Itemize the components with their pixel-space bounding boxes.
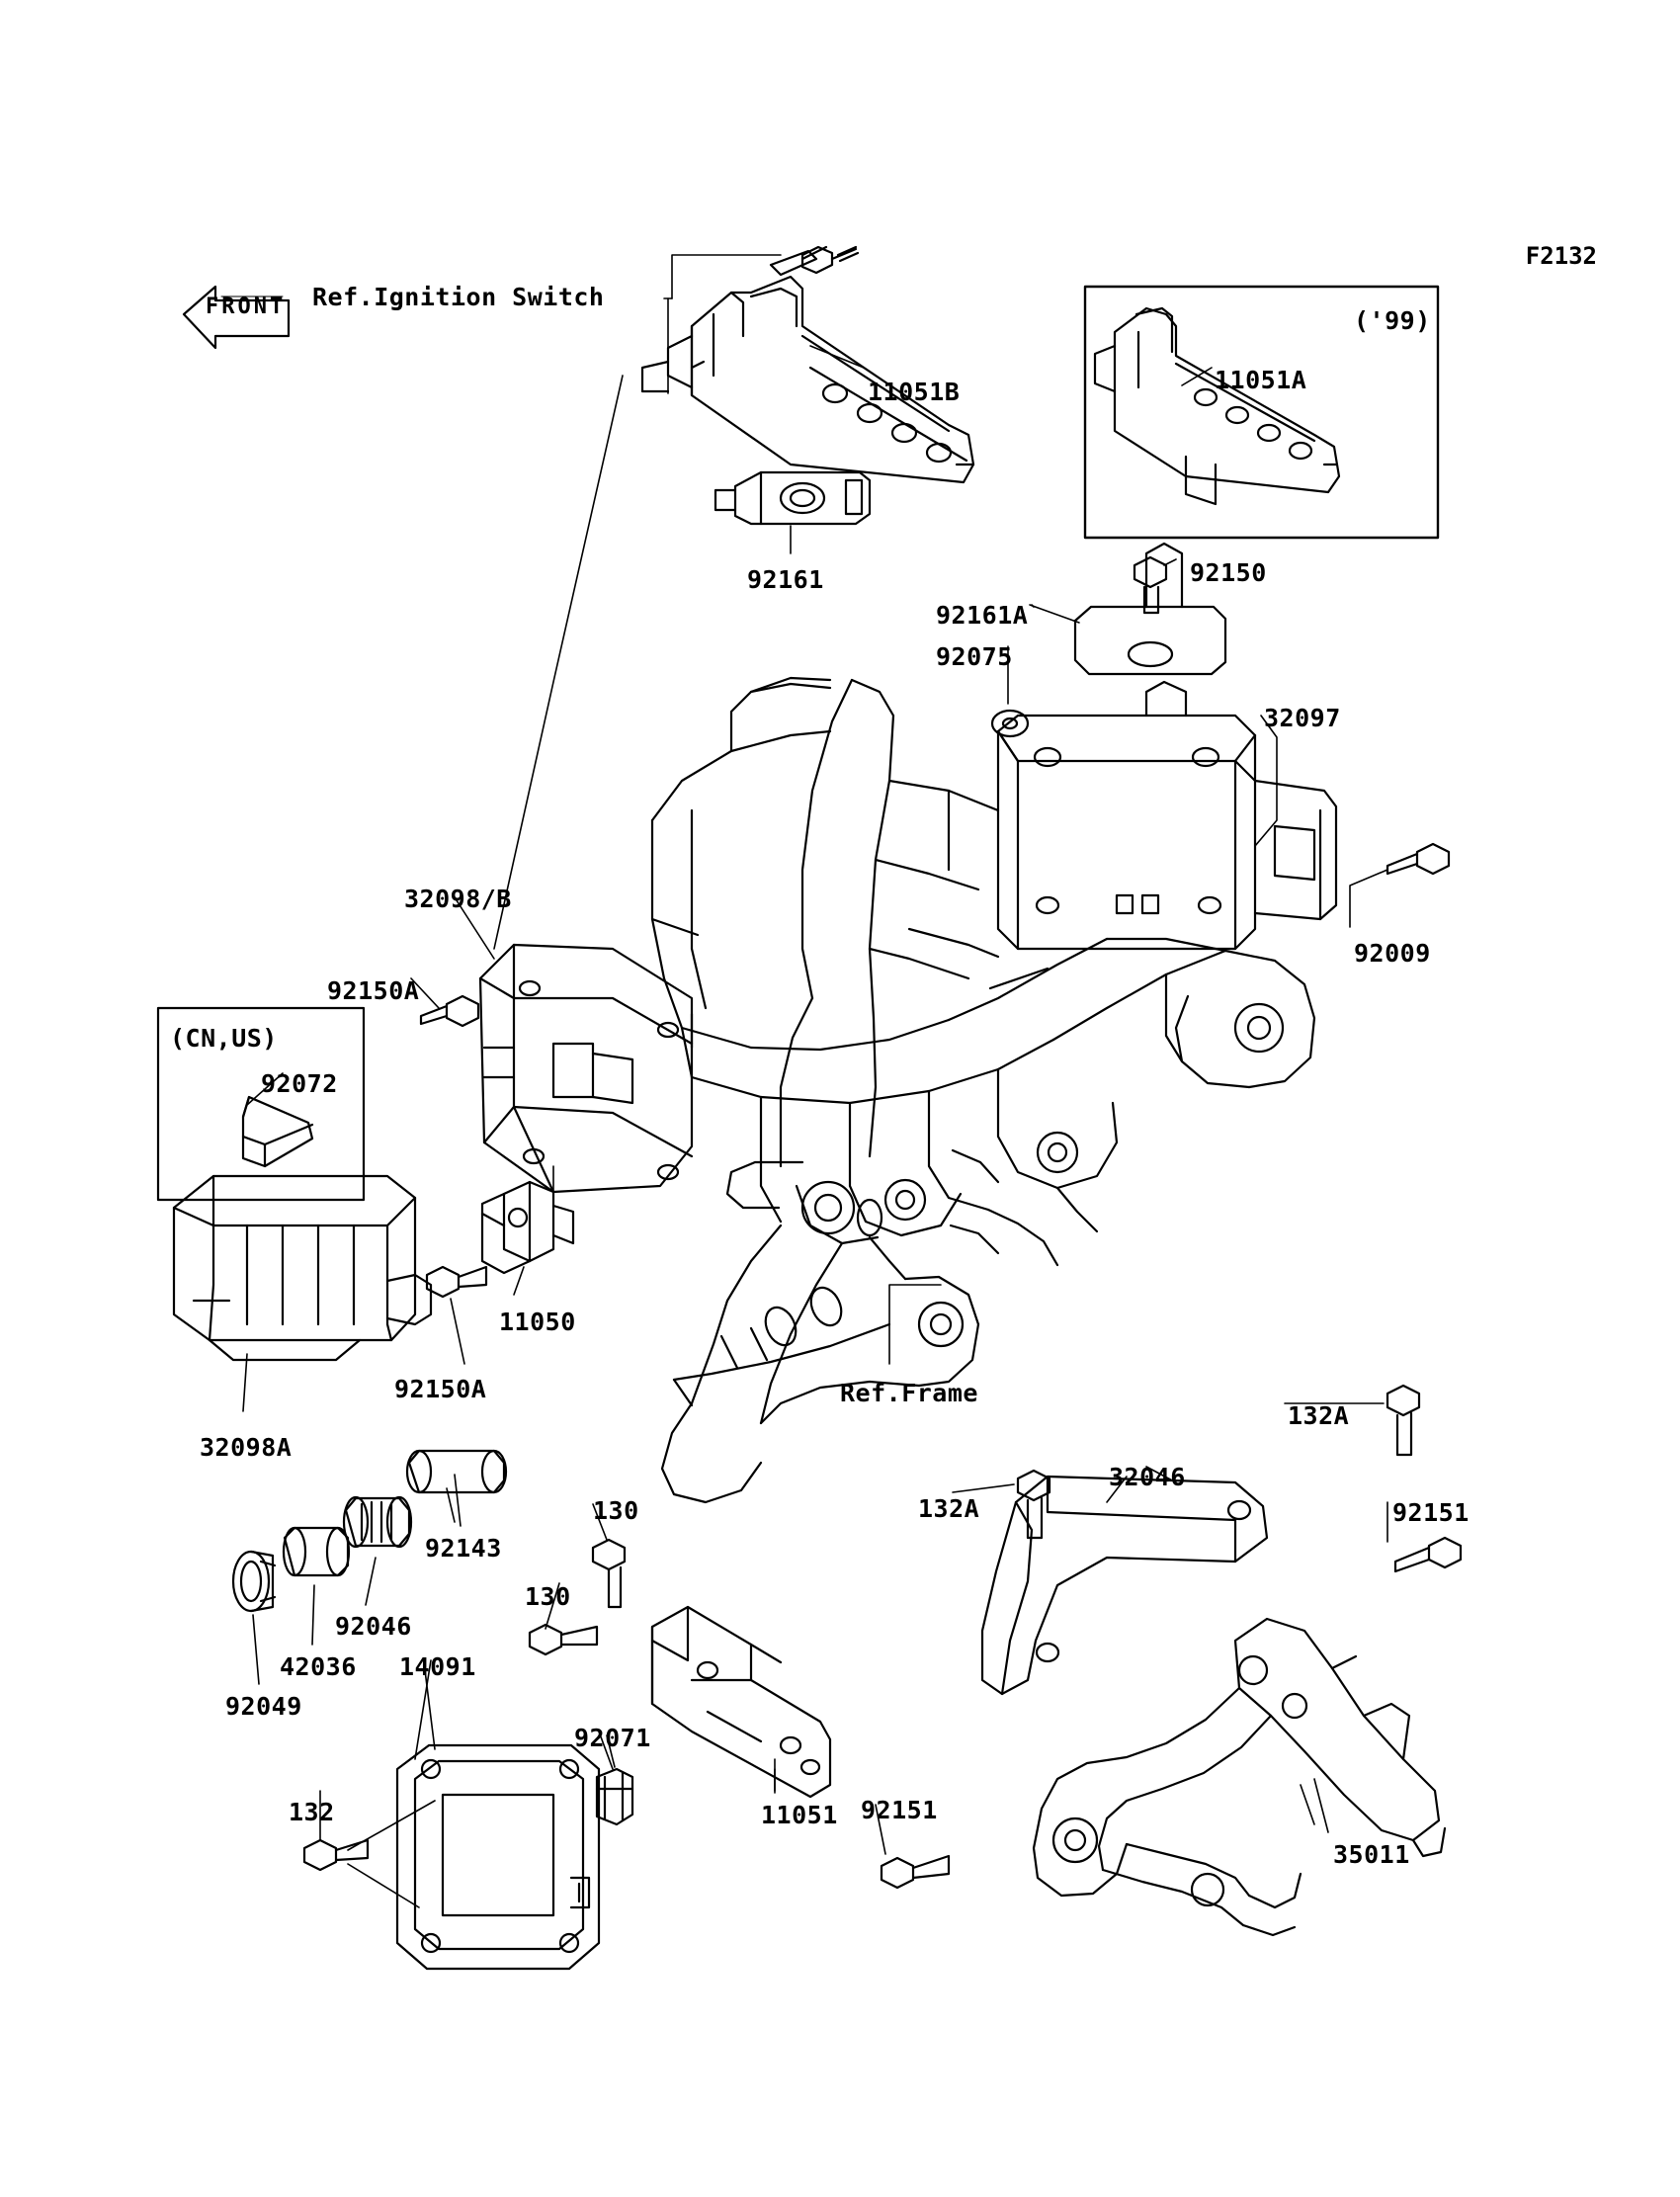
part-label-92161a: 92161A — [936, 601, 1029, 630]
part-label-14091: 14091 — [399, 1652, 476, 1681]
part-label-32097: 32097 — [1264, 704, 1341, 732]
part-label-11050: 11050 — [499, 1308, 576, 1336]
year-note-label: ('99) — [1354, 306, 1431, 335]
front-direction-label — [180, 275, 291, 358]
part-92150-bolt — [1134, 557, 1166, 613]
part-11051a-bracket — [1095, 308, 1339, 504]
part-92151-bolt-left — [882, 1856, 949, 1888]
part-92151-bolt-right — [1395, 1538, 1461, 1571]
ref-ignition-switch-label: Ref.Ignition Switch — [312, 283, 605, 311]
part-label-32046: 32046 — [1109, 1463, 1186, 1491]
market-note-label: (CN,US) — [170, 1024, 278, 1053]
part-92161-clamp — [715, 472, 870, 524]
part-14091-cover — [397, 1745, 599, 1969]
front-text: FRONT — [206, 295, 287, 319]
part-label-32098a: 32098A — [200, 1433, 293, 1462]
part-label-92071: 92071 — [574, 1724, 651, 1752]
part-label-132a-right: 132A — [1288, 1401, 1350, 1430]
part-130-bolt-lower — [530, 1625, 597, 1654]
part-11051b-bracket — [642, 247, 973, 482]
part-label-92075: 92075 — [936, 642, 1013, 671]
figure-code: F2132 — [1525, 242, 1597, 270]
part-bolt-ignition — [802, 247, 858, 273]
part-92150a-bolt-top — [421, 996, 478, 1026]
part-label-92150: 92150 — [1190, 558, 1267, 587]
ref-frame-assembly — [652, 678, 1314, 1502]
part-label-132: 132 — [289, 1798, 335, 1826]
ref-frame-label: Ref.Frame — [840, 1379, 978, 1407]
part-label-92151-left: 92151 — [861, 1796, 938, 1824]
part-label-92150a-top: 92150A — [327, 976, 420, 1005]
part-132a-bolt-right — [1387, 1386, 1419, 1455]
part-label-92150a-bottom: 92150A — [394, 1375, 487, 1403]
part-label-92046: 92046 — [335, 1612, 412, 1641]
part-label-11051: 11051 — [761, 1801, 838, 1829]
part-label-35011: 35011 — [1333, 1840, 1410, 1869]
part-92049-seal — [233, 1552, 275, 1611]
part-92072-clip — [243, 1097, 312, 1166]
part-label-132a-left: 132A — [918, 1494, 980, 1523]
part-label-92151-right: 92151 — [1392, 1498, 1470, 1527]
part-label-130-upper: 130 — [593, 1496, 639, 1525]
part-label-92143: 92143 — [425, 1534, 502, 1563]
part-92046-bearing — [344, 1497, 411, 1547]
part-92075-washer — [992, 711, 1028, 736]
part-label-92049: 92049 — [225, 1692, 302, 1721]
part-42036-sleeve — [284, 1528, 349, 1575]
part-label-130-lower: 130 — [525, 1582, 571, 1611]
part-label-11051a: 11051A — [1215, 366, 1307, 394]
part-label-32098b: 32098/B — [404, 885, 512, 913]
part-132a-bolt-left — [1018, 1471, 1050, 1538]
part-92071-grommet — [597, 1769, 632, 1824]
part-label-92072: 92072 — [261, 1069, 338, 1098]
part-35011-bracket — [1034, 1619, 1445, 1935]
part-130-bolt-upper — [593, 1540, 625, 1607]
part-11050-bracket — [482, 1182, 573, 1273]
part-92150a-bolt-bottom — [427, 1267, 486, 1297]
part-92009-bolt — [1387, 844, 1449, 874]
part-32046-bracket — [982, 1477, 1267, 1694]
part-label-92009: 92009 — [1354, 939, 1431, 968]
part-label-11051b: 11051B — [868, 378, 961, 406]
part-11051-bracket — [652, 1607, 830, 1797]
part-32098b-housing — [480, 945, 692, 1192]
part-32098a-duct — [174, 1176, 431, 1360]
part-label-92161: 92161 — [747, 565, 824, 594]
part-label-42036: 42036 — [280, 1652, 357, 1681]
